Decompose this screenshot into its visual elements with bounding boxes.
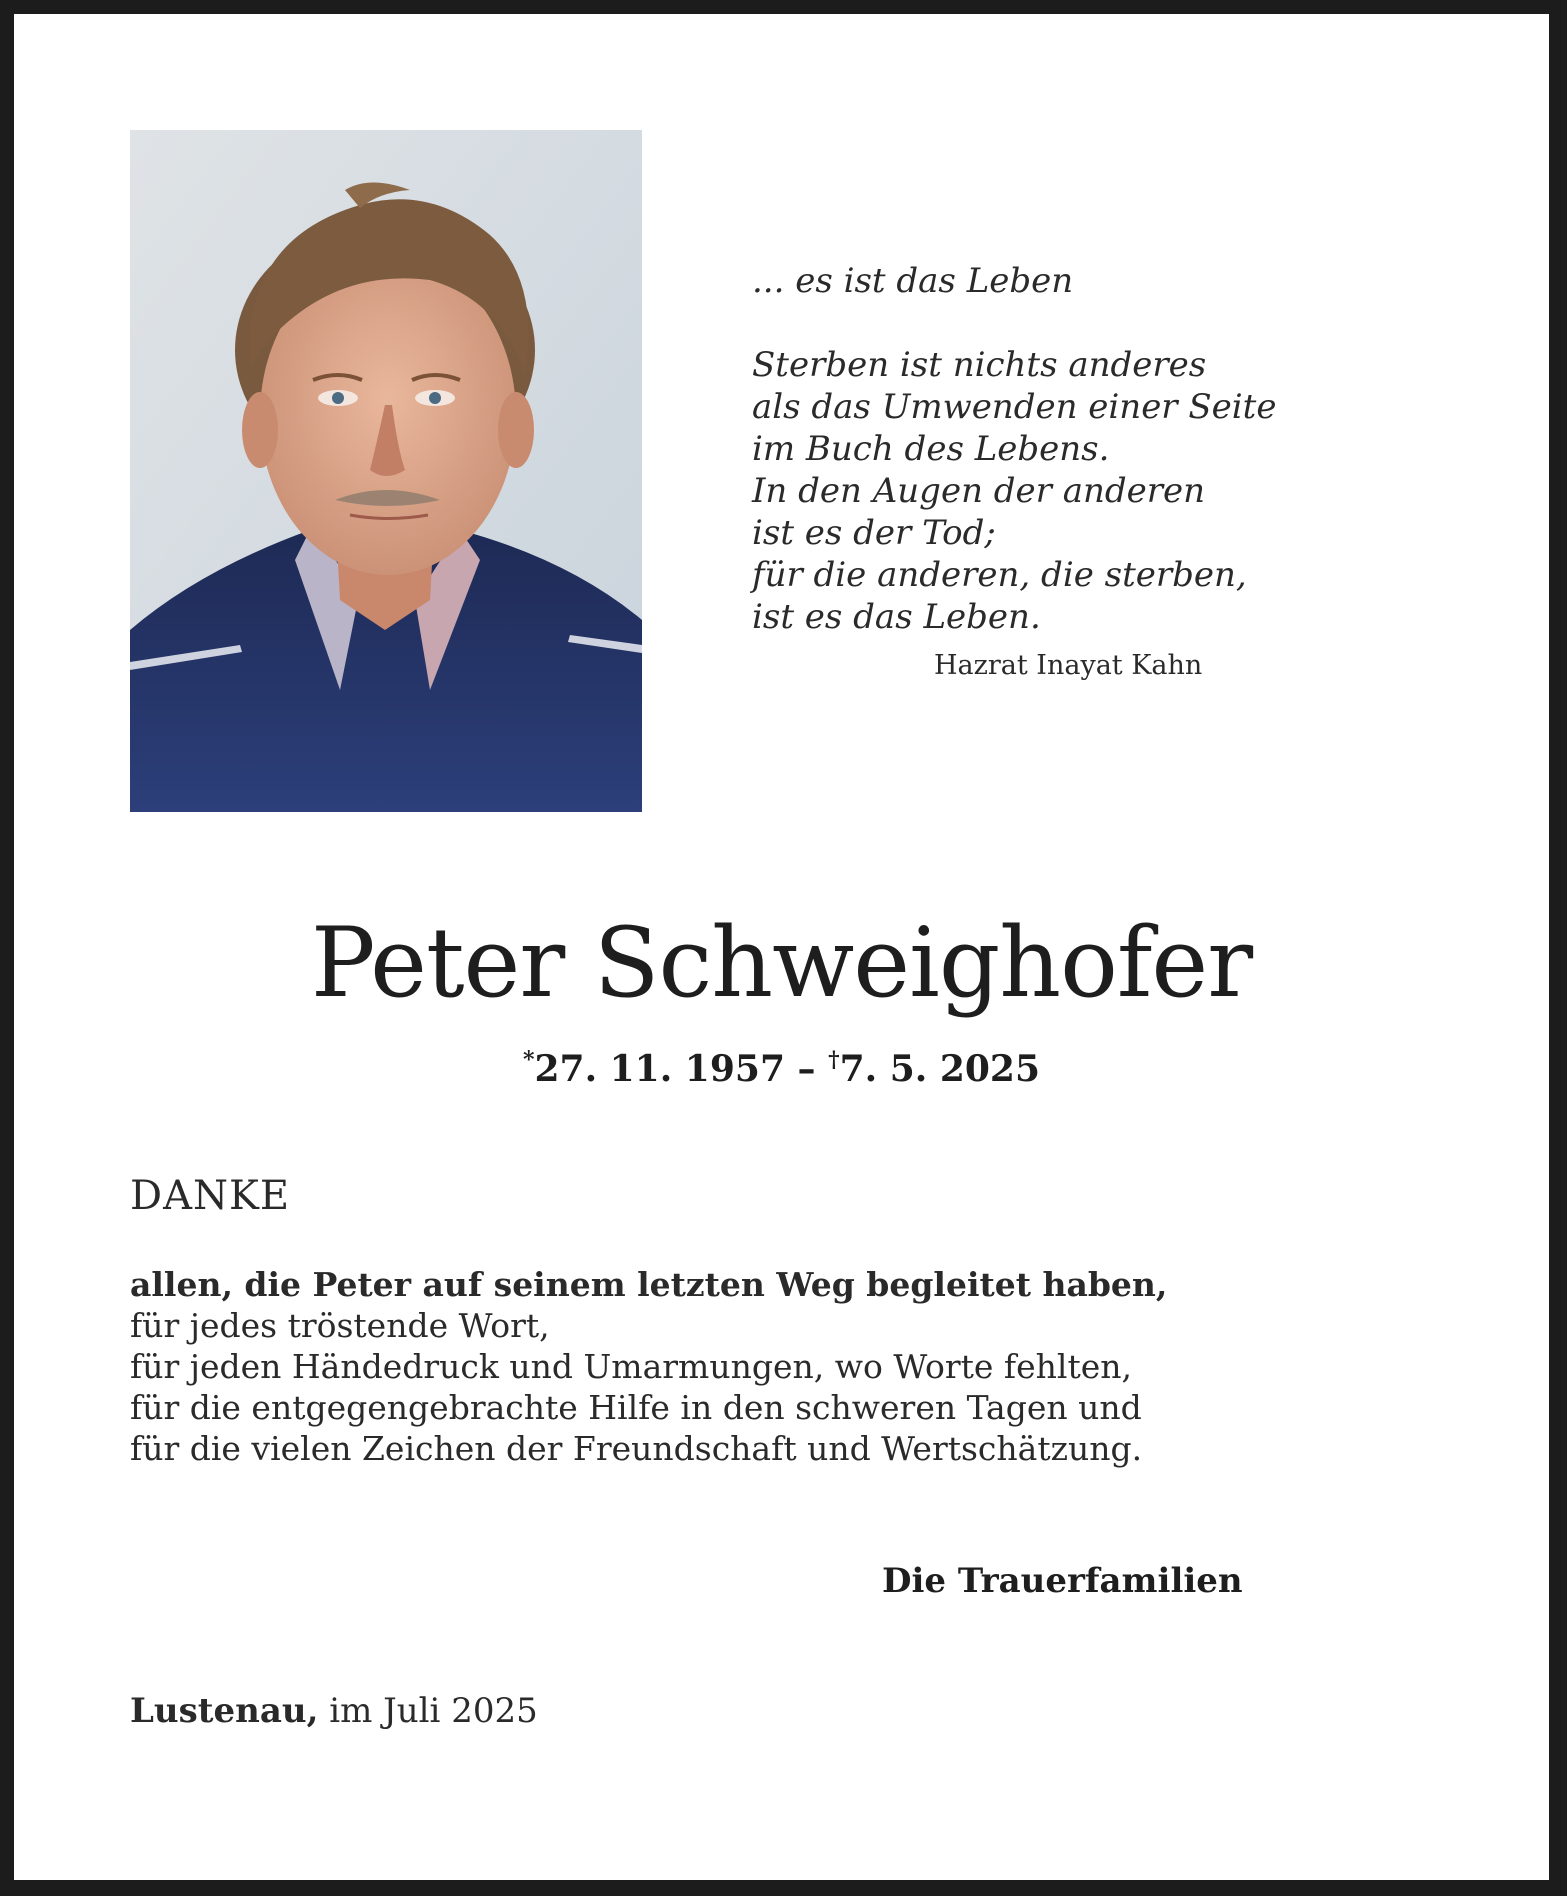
town: Lustenau, — [130, 1691, 319, 1731]
quote-line: ist es der Tod; — [752, 513, 996, 553]
family-signature: Die Trauerfamilien — [882, 1561, 1243, 1601]
thanks-text — [130, 1264, 1380, 1469]
quote-line: im Buch des Lebens. — [752, 429, 1110, 469]
closing-date: im Juli 2025 — [318, 1691, 538, 1731]
quote-line: als das Umwenden einer Seite — [752, 387, 1277, 427]
place-date — [130, 1690, 538, 1732]
quote-intro: ... es ist das Leben — [752, 261, 1074, 301]
memorial-quote — [752, 260, 1277, 638]
death-date: 7. 5. 2025 — [839, 1048, 1041, 1090]
thanks-line: für die vielen Zeichen der Freundschaft und Wertschätzung. — [130, 1429, 1143, 1468]
birth-date: 27. 11. 1957 — [534, 1048, 785, 1090]
thanks-line: für jeden Händedruck und Umarmungen, wo Worte fehlten, — [130, 1347, 1133, 1386]
deceased-name: Peter Schweighofer — [310, 907, 1253, 1019]
thanks-lead: allen, die Peter auf seinem letzten Weg begleitet haben, — [130, 1265, 1168, 1304]
thanks-line: für jedes tröstende Wort, — [130, 1306, 550, 1345]
portrait-image — [130, 130, 642, 812]
quote-line: In den Augen der anderen — [752, 471, 1206, 511]
life-dates — [14, 1038, 1549, 1091]
born-symbol: * — [522, 1047, 535, 1073]
quote-line: ist es das Leben. — [752, 597, 1041, 637]
died-symbol: † — [828, 1047, 840, 1073]
obituary-card — [14, 14, 1549, 1880]
quote-line: Sterben ist nichts anderes — [752, 345, 1207, 385]
quote-line: für die anderen, die sterben, — [752, 555, 1247, 595]
thanks-heading: DANKE — [130, 1173, 291, 1219]
portrait-photo — [130, 130, 642, 812]
date-separator: – — [785, 1048, 829, 1090]
thanks-line: für die entgegengebrachte Hilfe in den schweren Tagen und — [130, 1388, 1142, 1427]
quote-author: Hazrat Inayat Kahn — [934, 650, 1203, 681]
